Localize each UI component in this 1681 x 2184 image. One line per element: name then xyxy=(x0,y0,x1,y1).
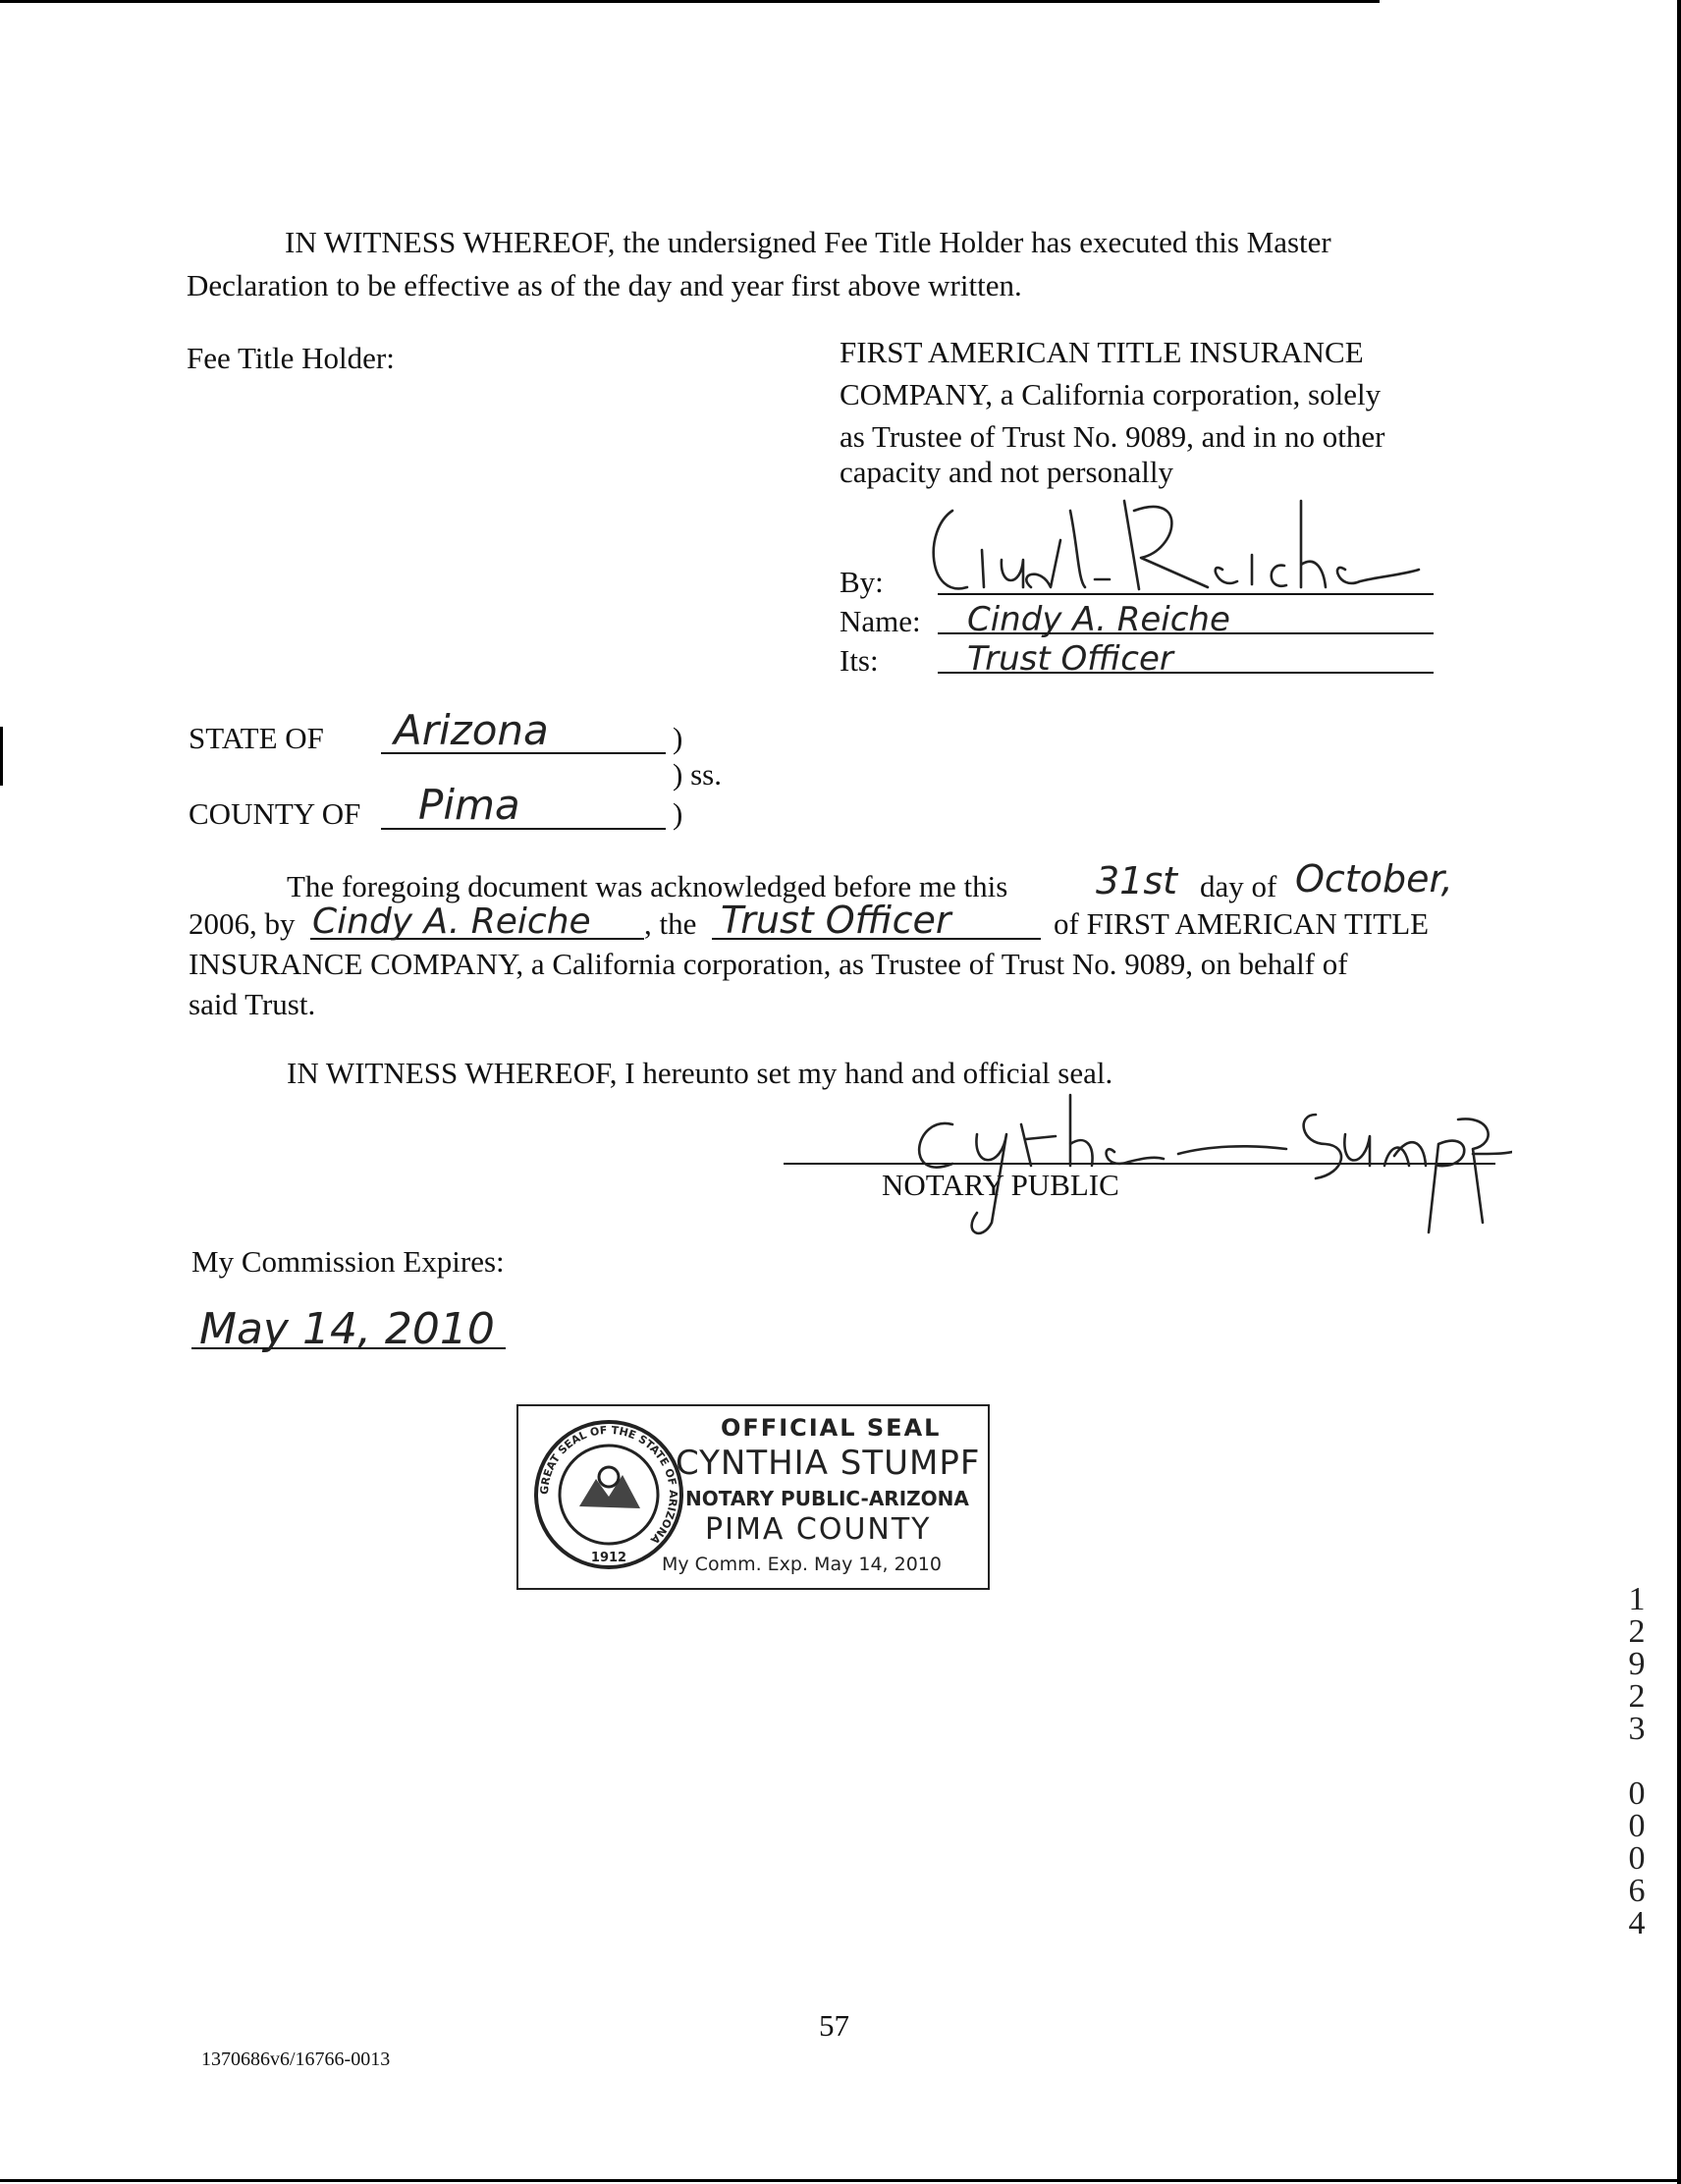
company-line-2: COMPANY, a California corporation, solely xyxy=(840,377,1382,411)
svg-text:Cindy A. Reiche: Cindy A. Reiche xyxy=(312,901,591,942)
scan-bottom-edge xyxy=(0,2179,1681,2182)
ack-text-2: day of xyxy=(1200,869,1277,903)
svg-text:October,: October, xyxy=(1295,857,1453,901)
ack-text-line-4: said Trust. xyxy=(189,987,316,1021)
county-paren: ) xyxy=(673,796,683,831)
recording-digit: 2 xyxy=(1628,1678,1646,1715)
its-handwritten xyxy=(957,636,1370,682)
notary-signature xyxy=(884,1075,1512,1242)
county-handwritten xyxy=(412,774,609,829)
its-label: Its: xyxy=(840,643,879,678)
trustee-signature xyxy=(913,471,1443,609)
commission-handwritten xyxy=(191,1294,545,1392)
ack-month-handwritten xyxy=(1291,848,1478,905)
recording-number xyxy=(1622,1583,1652,1939)
recording-digit: 0 xyxy=(1628,1775,1646,1812)
state-of-label: STATE OF xyxy=(189,721,324,755)
seal-notary-name: CYNTHIA STUMPF xyxy=(676,1444,981,1483)
notary-public-label: NOTARY PUBLIC xyxy=(882,1168,1119,1202)
county-of-label: COUNTY OF xyxy=(189,796,361,831)
witness-text: IN WITNESS WHEREOF, I hereunto set my hand and official seal. xyxy=(287,1056,1113,1090)
recording-digit: 0 xyxy=(1628,1840,1646,1877)
by-label: By: xyxy=(840,565,884,599)
scan-right-edge xyxy=(1677,0,1681,2184)
recording-digit: 4 xyxy=(1628,1905,1646,1941)
recording-digit: 6 xyxy=(1628,1873,1646,1909)
company-line-1: FIRST AMERICAN TITLE INSURANCE xyxy=(840,335,1364,369)
document-id: 1370686v6/16766-0013 xyxy=(201,2048,391,2070)
recording-digit: 9 xyxy=(1628,1646,1646,1682)
ack-day-handwritten xyxy=(1090,852,1198,905)
ack-text-5: of FIRST AMERICAN TITLE xyxy=(1054,906,1430,941)
svg-text:31st: 31st xyxy=(1096,859,1178,902)
recording-digit: 0 xyxy=(1628,1808,1646,1844)
intro-line-2: Declaration to be effective as of the day and year first above written. xyxy=(187,268,1022,302)
svg-text:Cindy A. Reiche: Cindy A. Reiche xyxy=(967,600,1230,639)
svg-text:Pima: Pima xyxy=(418,781,520,829)
name-label: Name: xyxy=(840,604,921,638)
seal-line-3: My Comm. Exp. May 14, 2010 xyxy=(662,1554,942,1575)
seal-line-2: PIMA COUNTY xyxy=(705,1512,932,1547)
state-paren: ) xyxy=(673,721,683,755)
state-seal-emblem xyxy=(532,1418,685,1571)
svg-text:1912: 1912 xyxy=(590,1551,627,1565)
scan-left-mark xyxy=(0,727,3,786)
company-line-3: as Trustee of Trust No. 9089, and in no other xyxy=(840,419,1385,454)
page-number: 57 xyxy=(819,2008,849,2043)
recording-digit: 1 xyxy=(1628,1581,1646,1617)
recording-digit: 3 xyxy=(1628,1711,1646,1747)
recording-digit xyxy=(1622,1745,1652,1777)
commission-label: My Commission Expires: xyxy=(191,1244,505,1279)
company-line-4: capacity and not personally xyxy=(840,455,1174,489)
ack-person-handwritten xyxy=(308,892,652,943)
notary-seal-stamp xyxy=(516,1404,990,1590)
seal-line-1: NOTARY PUBLIC-ARIZONA xyxy=(685,1487,969,1510)
ack-text-line-3: INSURANCE COMPANY, a California corporation, as Trustee of Trust No. 9089, on behalf of xyxy=(189,947,1348,981)
svg-text:Trust Officer: Trust Officer xyxy=(967,639,1173,679)
seal-title: OFFICIAL SEAL xyxy=(721,1414,942,1442)
recording-digit: 2 xyxy=(1628,1613,1646,1650)
svg-text:May 14, 2010: May 14, 2010 xyxy=(199,1304,495,1354)
svg-text:Trust Officer: Trust Officer xyxy=(721,899,951,942)
intro-line-1: IN WITNESS WHEREOF, the undersigned Fee Title Holder has executed this Master xyxy=(285,225,1331,259)
state-handwritten xyxy=(388,699,663,754)
svg-text:Arizona: Arizona xyxy=(394,706,549,754)
svg-text:GREAT SEAL OF THE STATE OF ARI: GREAT SEAL OF THE STATE OF ARIZONA xyxy=(537,1423,680,1547)
ack-text-3: 2006, by xyxy=(189,906,296,941)
ack-text-4: , the xyxy=(644,906,697,941)
ack-title-handwritten xyxy=(717,890,1041,943)
scan-top-edge xyxy=(0,0,1380,3)
ack-text-1: The foregoing document was acknowledged before me this xyxy=(287,869,1008,903)
fee-title-holder-label: Fee Title Holder: xyxy=(187,341,395,375)
ss-label: ) ss. xyxy=(673,757,722,792)
